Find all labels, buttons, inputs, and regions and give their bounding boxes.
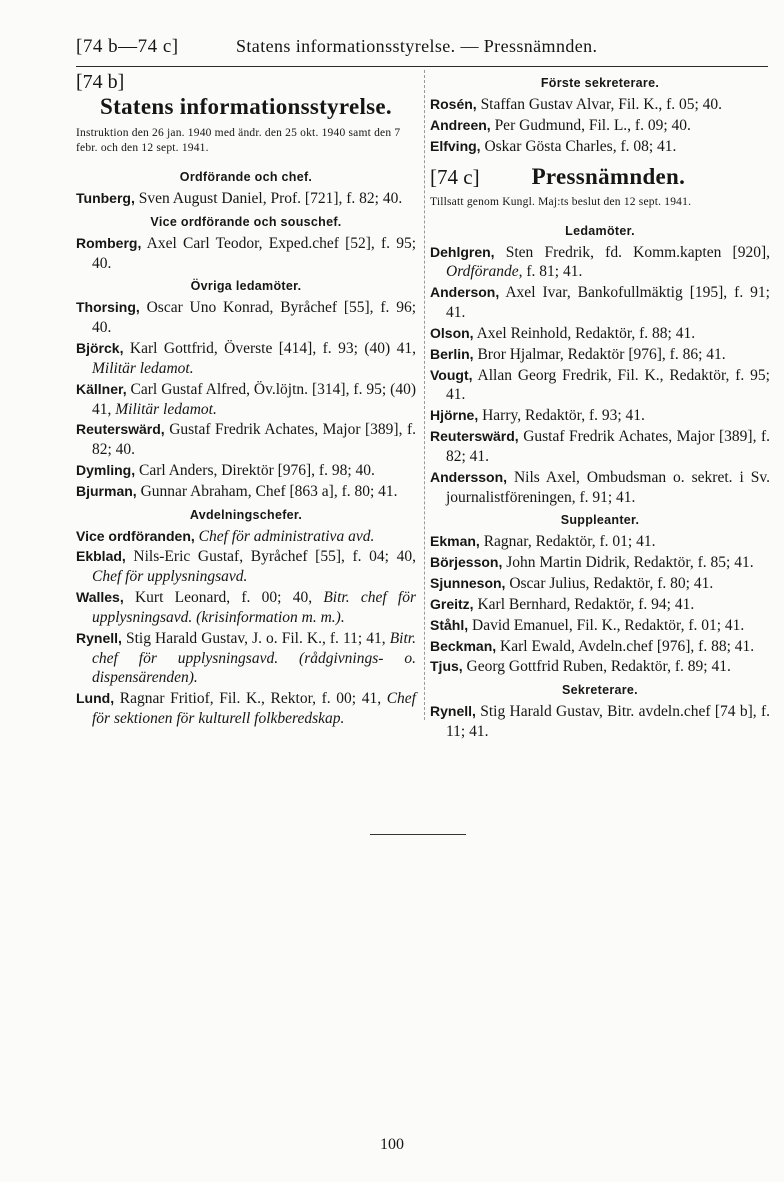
member-name: Ekblad,	[76, 548, 126, 565]
member-details: Karl Bernhard, Redaktör, f. 94; 41.	[473, 595, 695, 613]
member-name: Beckman,	[430, 637, 497, 654]
section-title: Statens informationsstyrelse.	[100, 94, 392, 119]
member-entry	[76, 527, 416, 547]
subsection-heading: Övriga ledamöter.	[190, 279, 302, 294]
running-head	[76, 36, 768, 67]
member-entry	[76, 380, 416, 420]
member-details: Sten Fredrik, fd. Komm.kapten [920],	[494, 243, 770, 261]
member-entry	[430, 657, 770, 677]
member-entry	[76, 689, 416, 729]
member-details: Carl Gustaf Alfred, Öv.löjtn. [314], f. 95; (40) 41,	[92, 380, 416, 418]
member-name: Greitz,	[430, 595, 474, 612]
member-details: Sven August Daniel, Prof. [721], f. 82; 40.	[134, 189, 403, 207]
member-name: Dehlgren,	[430, 243, 495, 260]
member-entry	[76, 234, 416, 274]
right-column	[430, 70, 770, 743]
closing-rule	[370, 834, 466, 835]
member-name: Berlin,	[430, 345, 474, 362]
member-entry	[430, 427, 770, 467]
member-details-tail: f. 81; 41.	[522, 263, 583, 281]
member-name: Dymling,	[76, 461, 136, 478]
member-name: Rosén,	[430, 96, 477, 112]
member-entry	[430, 553, 770, 573]
section-note: Tillsatt genom Kungl. Maj:ts beslut den 12 sept. 1941.	[430, 195, 692, 208]
member-details: Gunnar Abraham, Chef [863 a], f. 80; 41.	[136, 482, 398, 500]
member-details: Karl Gottfrid, Överste [414], f. 93; (40) 41,	[123, 340, 416, 358]
subsection-heading: Förste sekreterare.	[540, 76, 660, 90]
member-name: Reuterswärd,	[76, 421, 165, 438]
section-header	[430, 164, 770, 190]
member-details: Staffan Gustav Alvar, Fil. K., f. 05; 40.	[476, 96, 723, 113]
member-entry	[430, 406, 770, 426]
member-details: Gustaf Fredrik Achates, Major [389], f. 82; 41.	[446, 428, 770, 465]
member-entry	[76, 298, 416, 338]
member-name: Olson,	[430, 324, 474, 341]
member-role: Chef för upplysningsavd.	[92, 568, 248, 586]
page-number: 100	[380, 1136, 404, 1153]
member-name: Thorsing,	[76, 299, 140, 316]
member-details: Carl Anders, Direktör [976], f. 98; 40.	[135, 461, 375, 479]
member-name: Björck,	[76, 340, 124, 357]
subsection-heading: Suppleanter.	[560, 513, 640, 528]
member-name: Elfving,	[430, 137, 481, 154]
member-entry	[76, 629, 416, 688]
member-name: Reuterswärd,	[430, 428, 519, 445]
member-details: Nils Axel, Ombudsman o. sekret. i Sv. journalistföreningen, f. 91; 41.	[446, 468, 770, 506]
member-details: Harry, Redaktör, f. 93; 41.	[478, 407, 645, 425]
member-name: Rynell,	[430, 703, 476, 720]
member-details: Oscar Uno Konrad, Byråchef [55], f. 96; 40.	[92, 299, 416, 337]
subsection-heading: Sekreterare.	[562, 683, 638, 698]
subsection-heading: Vice ordförande och souschef.	[150, 214, 342, 229]
member-entry	[76, 339, 416, 379]
member-entry	[430, 324, 770, 344]
member-details: Stig Harald Gustav, Bitr. avdeln.chef [74 b], f. 11; 41.	[446, 703, 770, 740]
member-entry	[430, 345, 770, 365]
member-details: Axel Carl Teodor, Exped.chef [52], f. 95; 40.	[92, 234, 416, 272]
column-divider	[424, 70, 425, 720]
section-number: [74 c]	[430, 165, 480, 190]
member-entry	[430, 468, 770, 508]
member-details: Oscar Julius, Redaktör, f. 80; 41.	[505, 575, 714, 593]
member-entry	[430, 116, 770, 136]
member-entry	[430, 283, 770, 323]
member-name: Vougt,	[430, 366, 473, 383]
member-entry	[76, 588, 416, 628]
member-name: Börjesson,	[430, 554, 503, 571]
member-name: Sjunneson,	[430, 575, 506, 592]
member-entry	[430, 595, 770, 615]
member-details: Stig Harald Gustav, J. o. Fil. K., f. 11; 41,	[121, 629, 390, 647]
member-name: Ståhl,	[430, 616, 469, 633]
member-name: Lund,	[76, 690, 115, 707]
member-name: Vice ordföranden,	[76, 527, 195, 544]
member-details: Gustaf Fredrik Achates, Major [389], f. 82; 40.	[92, 421, 416, 459]
member-role: Militär ledamot.	[115, 400, 217, 418]
member-role: Chef för sektionen för kulturell folkberedskap.	[92, 690, 416, 728]
member-name: Tjus,	[430, 658, 463, 675]
right-groups	[430, 224, 770, 742]
member-details: Kurt Leonard, f. 00; 40,	[123, 589, 324, 607]
member-details: Oskar Gösta Charles, f. 08; 41.	[480, 137, 677, 155]
member-details: Allan Georg Fredrik, Fil. K., Redaktör, f. 95; 41.	[446, 366, 770, 404]
member-entry	[430, 616, 770, 636]
member-name: Tunberg,	[76, 189, 135, 206]
member-role: Bitr. chef för upplysningsavd. (krisinformation m. m.).	[92, 589, 416, 626]
member-entry	[76, 547, 416, 587]
member-details: Karl Ewald, Avdeln.chef [976], f. 88; 41.	[496, 637, 755, 655]
member-role: Chef för administrativa avd.	[198, 527, 375, 545]
member-details: Bror Hjalmar, Redaktör [976], f. 86; 41.	[473, 345, 726, 363]
subsection-heading: Avdelningschefer.	[189, 507, 303, 522]
member-entry	[430, 574, 770, 594]
member-details: Nils-Eric Gustaf, Byråchef [55], f. 04; 40,	[125, 548, 416, 566]
subsection-heading: Ledamöter.	[565, 223, 635, 238]
member-role: Militär ledamot.	[92, 359, 194, 377]
member-entry	[430, 702, 770, 742]
member-entry	[430, 95, 770, 115]
member-entry	[430, 243, 770, 283]
member-entry	[430, 637, 770, 657]
section-number: [74 b]	[76, 71, 125, 93]
member-details: Axel Ivar, Bankofullmäktig [195], f. 91; 41.	[446, 284, 770, 322]
member-details: Per Gudmund, Fil. L., f. 09; 40.	[490, 116, 691, 134]
running-head-title: Statens informationsstyrelse. — Pressnämnden.	[236, 36, 598, 56]
member-name: Rynell,	[76, 629, 122, 646]
member-entry	[430, 366, 770, 406]
member-name: Källner,	[76, 380, 127, 397]
section-title: Pressnämnden.	[531, 164, 686, 190]
member-entry	[76, 420, 416, 460]
member-name: Romberg,	[76, 234, 142, 251]
member-details: John Martin Didrik, Redaktör, f. 85; 41.	[502, 554, 754, 572]
left-groups	[76, 170, 416, 729]
member-details: Ragnar Fritiof, Fil. K., Rektor, f. 00; 41,	[114, 690, 387, 708]
member-name: Andreen,	[430, 116, 491, 133]
member-entry	[430, 137, 770, 157]
member-name: Andersson,	[430, 468, 508, 485]
left-column	[76, 70, 416, 730]
member-details: Georg Gottfrid Ruben, Redaktör, f. 89; 41.	[462, 658, 731, 676]
section-note: Instruktion den 26 jan. 1940 med ändr. den 25 okt. 1940 samt den 7 febr. och den 12 sept. 1941.	[76, 127, 401, 154]
member-entry	[430, 532, 770, 552]
member-details: David Emanuel, Fil. K., Redaktör, f. 01; 41.	[468, 616, 745, 634]
member-entry	[76, 482, 416, 502]
subsection-heading: Ordförande och chef.	[179, 169, 313, 184]
running-head-section: [74 b—74 c]	[76, 36, 179, 57]
right-top-group	[430, 76, 770, 156]
member-role: Ordförande,	[446, 263, 523, 281]
member-entry	[76, 189, 416, 209]
member-role: Bitr. chef för upplysningsavd. (rådgivnings- o. dispensärenden).	[92, 629, 416, 687]
member-details: Axel Reinhold, Redaktör, f. 88; 41.	[473, 324, 696, 342]
member-name: Ekman,	[430, 533, 480, 550]
member-name: Anderson,	[430, 284, 500, 301]
member-name: Bjurman,	[76, 482, 137, 499]
member-name: Walles,	[76, 589, 124, 606]
member-details: Ragnar, Redaktör, f. 01; 41.	[479, 533, 656, 551]
member-entry	[76, 461, 416, 481]
member-name: Hjörne,	[430, 407, 479, 424]
